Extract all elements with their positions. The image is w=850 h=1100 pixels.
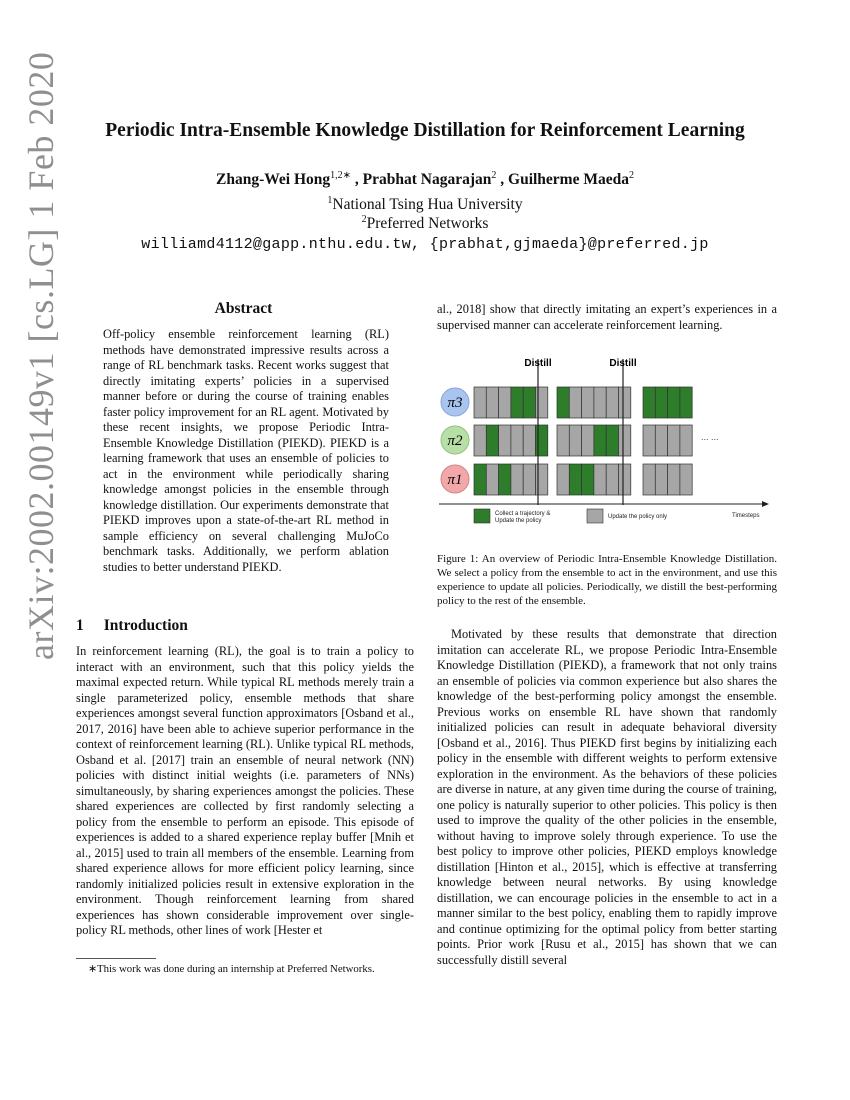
update-only-block: [557, 425, 569, 456]
footnote-rule: [76, 958, 156, 959]
update-only-block: [594, 464, 606, 495]
legend-label-green: Collect a trajectory & Update the policy: [495, 511, 551, 524]
author-affiliation-mark: 1,2∗: [330, 170, 352, 181]
abstract-body: [103, 327, 389, 575]
author-affiliation-mark: 2: [491, 170, 497, 181]
footnote: ∗This work was done during an internship at Preferred Networks.: [88, 963, 375, 975]
affiliation-name: Preferred Networks: [366, 215, 489, 233]
update-only-block: [523, 425, 535, 456]
paragraph: al., 2018] show that directly imitating an expert’s experiences in a supervised manner can accelerate reinforcement learning.: [437, 302, 777, 332]
collect-update-block: [594, 425, 606, 456]
axis-label-timesteps: Timesteps: [732, 513, 760, 519]
policy-label: π1: [447, 472, 463, 488]
collect-update-block: [606, 425, 618, 456]
update-only-block: [569, 387, 581, 418]
timeline-blocks: [474, 387, 692, 495]
author-affiliation-mark: 2: [628, 170, 634, 181]
update-only-block: [557, 464, 569, 495]
author-separator: ,: [496, 171, 509, 189]
collect-update-block: [680, 387, 692, 418]
affiliation-mark: 1: [327, 195, 333, 206]
arxiv-side-stamp: arXiv:2002.00149v1 [cs.LG] 1 Feb 2020: [21, 51, 61, 660]
collect-update-block: [474, 464, 486, 495]
figure-1-diagram: [437, 347, 777, 527]
collect-update-block: [569, 464, 581, 495]
policy-pi2: [441, 426, 469, 454]
collect-update-block: [557, 387, 569, 418]
update-only-block: [619, 464, 631, 495]
author-name: Prabhat Nagarajan: [362, 171, 492, 189]
affiliation: [0, 195, 850, 214]
update-only-block: [499, 387, 511, 418]
paper-title: Periodic Intra-Ensemble Knowledge Distillation for Reinforcement Learning: [105, 120, 745, 141]
collect-update-block: [643, 387, 655, 418]
legend-swatch-green: [474, 509, 490, 523]
update-only-block: [606, 387, 618, 418]
update-only-block: [499, 425, 511, 456]
figure-caption: [437, 552, 777, 608]
update-only-block: [643, 425, 655, 456]
collect-update-block: [582, 464, 594, 495]
time-axis-arrowhead: [762, 501, 769, 507]
update-only-block: [582, 387, 594, 418]
policy-pi3: [441, 388, 469, 416]
distill-label: Distill: [524, 358, 552, 369]
paragraph: In reinforcement learning (RL), the goal is to train a policy to interact with an environment, such that this policy yields the maximal expected return. While typical RL methods merely train a single parameterized policy, ensemble methods that share experiences amongst several function approximators [Osband et al., 2017, 2016] have been able to achieve superior performance in the context of reinforcement learning (RL). Unlike typical RL methods, Osband et al. [2017] train an ensemble of neural network (NN) policies with distinct initial weights (i.e. parameters of NNs) simultaneously, by sharing experiences amongst the policies. These shared experiences are collected by first randomly selecting a policy from the ensemble to perform an episode. This episode of experiences is added to a shared experience replay buffer [Mnih et al., 2015] used to train all members of the ensemble. Learning from shared experience allows for more efficient policy learning, since randomly initialized policies result in extensive exploration in the environment. Though reinforcement learning from shared experiences has shown considerable improvement over single-policy RL methods, other lines of work [Hester et: [76, 644, 414, 937]
section-number: 1: [76, 617, 84, 634]
update-only-block: [680, 464, 692, 495]
update-only-block: [536, 387, 548, 418]
update-only-block: [655, 464, 667, 495]
author-name: Zhang-Wei Hong: [216, 171, 331, 189]
update-only-block: [569, 425, 581, 456]
continuation-ellipsis: ... ...: [701, 432, 719, 442]
author-separator: ,: [351, 171, 363, 189]
distill-label: Distill: [609, 358, 637, 369]
author-name: Guilherme Maeda: [508, 171, 629, 189]
update-only-block: [643, 464, 655, 495]
collect-update-block: [655, 387, 667, 418]
update-only-block: [680, 425, 692, 456]
update-only-block: [486, 387, 498, 418]
update-only-block: [486, 464, 498, 495]
policy-label: π3: [447, 395, 463, 411]
right-column-body: [437, 627, 777, 968]
collect-update-block: [668, 387, 680, 418]
collect-update-block: [523, 387, 535, 418]
collect-update-block: [511, 387, 523, 418]
update-only-block: [619, 387, 631, 418]
affiliation: [0, 214, 850, 233]
update-only-block: [523, 464, 535, 495]
collect-update-block: [536, 425, 548, 456]
affiliation-name: National Tsing Hua University: [332, 196, 523, 214]
update-only-block: [511, 425, 523, 456]
right-column-continuation: [437, 302, 777, 333]
update-only-block: [619, 425, 631, 456]
policy-pi1: [441, 465, 469, 493]
introduction-body: [76, 644, 414, 939]
author-emails: williamd4112@gapp.nthu.edu.tw, {prabhat,gjmaeda}@preferred.jp: [141, 236, 709, 253]
policy-label: π2: [447, 433, 463, 449]
abstract-text: Off-policy ensemble reinforcement learning (RL) methods have demonstrated impressive results across a range of RL benchmark tasks. Recent works suggest that directly imitating experts’ policies in a supervised manner before or during the course of training enables faster policy improvement for an RL agent. Motivated by these recent insights, we propose Periodic Intra-Ensemble Knowledge Distillation (PIEKD). PIEKD is a learning framework that uses an ensemble of policies to act in the environment while periodically sharing knowledge amongst policies in the ensemble through knowledge distillation. Our experiments demonstrate that PIEKD improves upon a state-of-the-art RL method in sample efficiency on several challenging MuJoCo benchmark tasks. Additionally, we perform ablation studies to better understand PIEKD.: [103, 327, 389, 574]
collect-update-block: [486, 425, 498, 456]
update-only-block: [668, 464, 680, 495]
update-only-block: [474, 425, 486, 456]
section-title: Introduction: [103, 617, 188, 634]
author-list: [0, 170, 850, 189]
abstract-heading: Abstract: [214, 300, 273, 317]
paragraph: Motivated by these results that demonstrate that direction imitation can accelerate RL, we propose Periodic Intra-Ensemble Knowledge Distillation (PIEKD), a framework that not only trains an ensemble of policies via common experience but also shares the knowledge of the best-performing policy amongst the ensemble. Previous works on ensemble RL have shown that randomly initialized policies can result in adequate behavioral diversity [Osband et al., 2016]. Thus PIEKD first begins by initializing each policy in the ensemble with different weights to perform extensive exploration in the environment. As the behaviors of these policies are diverse in nature, at any given time during the course of training, one policy is naturally superior to other policies. This policy is then used to improve the quality of the other policies in the ensemble, without having to improve solely through experience. To use the best policy to improve other policies, PIEKD employs knowledge distillation [Hinton et al., 2015], which is effective at transferring knowledge between neural networks. By using knowledge distillation, we can encourage policies in the ensemble to act in a manner similar to the best policy, enabling them to rapidly improve and continue optimizing for the optimal policy from better starting points. Prior work [Rusu et al., 2015] has shown that we can successfully distill several: [437, 627, 777, 967]
collect-update-block: [499, 464, 511, 495]
update-only-block: [594, 387, 606, 418]
update-only-block: [582, 425, 594, 456]
caption-text: Figure 1: An overview of Periodic Intra-Ensemble Knowledge Distillation. We select a policy from the ensemble to act in the environment, and use this experience to update all policies. Periodically, we distill the best-performing policy to the rest of the ensemble.: [437, 553, 777, 607]
section-heading-introduction: [76, 617, 188, 635]
update-only-block: [511, 464, 523, 495]
legend-swatch-gray: [587, 509, 603, 523]
update-only-block: [606, 464, 618, 495]
update-only-block: [655, 425, 667, 456]
legend-label-gray: Update the policy only: [608, 514, 668, 520]
update-only-block: [536, 464, 548, 495]
affiliation-mark: 2: [361, 214, 367, 225]
update-only-block: [668, 425, 680, 456]
update-only-block: [474, 387, 486, 418]
